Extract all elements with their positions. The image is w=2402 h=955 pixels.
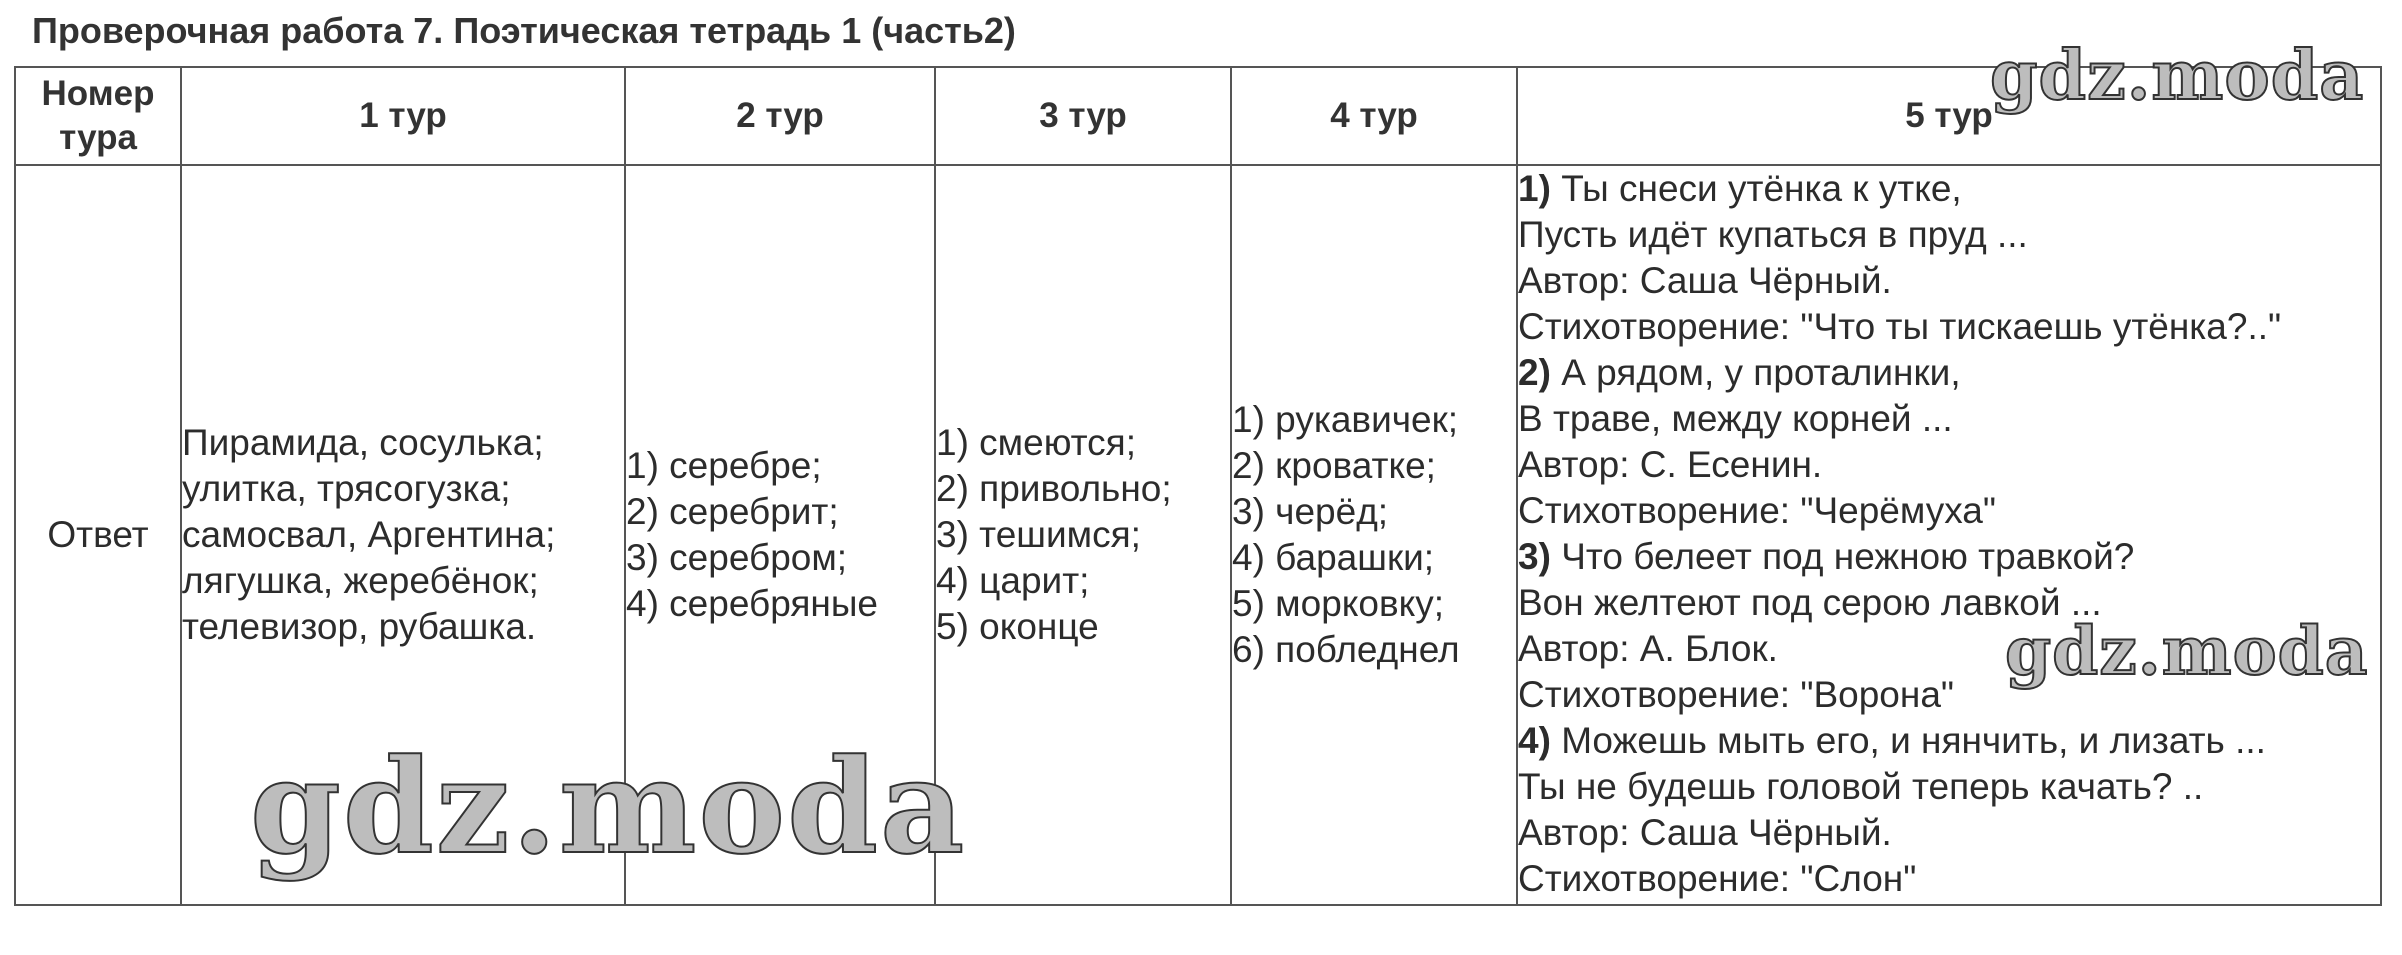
poem-number: 4) (1518, 720, 1551, 761)
poem-line (1518, 810, 2380, 856)
poem-text: В траве, между корней ... (1518, 398, 1953, 439)
answer-line: 2) серебрит; (626, 491, 839, 532)
answer-line: 4) серебряные (626, 583, 878, 624)
poem-text: Автор: Саша Чёрный. (1518, 260, 1892, 301)
answer-line: 3) черёд; (1232, 491, 1389, 532)
poem-line (1518, 718, 2380, 764)
poem-text: Что белеет под нежною травкой? (1561, 536, 2135, 577)
header-cell-tour-5: 5 тур (1517, 67, 2381, 165)
answer-line: лягушка, жеребёнок; (182, 560, 539, 601)
answer-line: 2) привольно; (936, 468, 1172, 509)
answer-line: самосвал, Аргентина; (182, 514, 556, 555)
poem-text: Автор: Саша Чёрный. (1518, 812, 1892, 853)
answer-line: 3) тешимся; (936, 514, 1141, 555)
tour-5-lines (1518, 166, 2380, 902)
poem-line (1518, 258, 2380, 304)
row-label: Ответ (15, 165, 181, 905)
tour-3-lines (936, 420, 1230, 650)
poem-line (1518, 350, 2380, 396)
answer-line: 1) рукавичек; (1232, 399, 1459, 440)
answer-line: 3) серебром; (626, 537, 848, 578)
answer-line: 5) морковку; (1232, 583, 1444, 624)
tour-3-cell (935, 165, 1231, 905)
poem-number: 3) (1518, 536, 1551, 577)
answer-line: 5) оконце (936, 606, 1099, 647)
tour-1-lines (182, 420, 624, 650)
header-cell-number: Номер тура (15, 67, 181, 165)
answer-line: 4) барашки; (1232, 537, 1435, 578)
poem-text: Автор: С. Есенин. (1518, 444, 1823, 485)
answer-line: 6) побледнел (1232, 629, 1460, 670)
answer-line: 1) серебре; (626, 445, 822, 486)
poem-text: Можешь мыть его, и нянчить, и лизать ... (1561, 720, 2266, 761)
header-cell-tour-4: 4 тур (1231, 67, 1517, 165)
poem-text: Автор: А. Блок. (1518, 628, 1778, 669)
poem-line (1518, 442, 2380, 488)
watermark-logo: gdz.moda (1990, 36, 2365, 116)
page-title: Проверочная работа 7. Поэтическая тетрадь 1 (часть2) (32, 10, 1016, 51)
tour-4-lines (1232, 397, 1516, 673)
poem-text: Стихотворение: "Ворона" (1518, 674, 1955, 715)
poem-number: 1) (1518, 168, 1551, 209)
header-cell-tour-1: 1 тур (181, 67, 625, 165)
poem-line (1518, 534, 2380, 580)
tour-2-lines (626, 443, 934, 627)
header-cell-tour-3: 3 тур (935, 67, 1231, 165)
poem-line (1518, 856, 2380, 902)
watermark-logo: gdz.moda (250, 730, 967, 883)
poem-text: Стихотворение: "Что ты тискаешь утёнка?.." (1518, 306, 2282, 347)
poem-text: А рядом, у проталинки, (1561, 352, 1961, 393)
answer-line: улитка, трясогузка; (182, 468, 511, 509)
answer-line: Пирамида, сосулька; (182, 422, 544, 463)
poem-line (1518, 166, 2380, 212)
header-cell-tour-2: 2 тур (625, 67, 935, 165)
poem-line (1518, 304, 2380, 350)
poem-text: Ты не будешь головой теперь качать? .. (1518, 766, 2204, 807)
tour-4-cell (1231, 165, 1517, 905)
poem-text: Вон желтеют под серою лавкой ... (1518, 582, 2102, 623)
poem-line (1518, 764, 2380, 810)
poem-line (1518, 396, 2380, 442)
poem-text: Ты снеси утёнка к утке, (1561, 168, 1962, 209)
poem-line (1518, 488, 2380, 534)
watermark-logo: gdz.moda (2005, 612, 2369, 690)
poem-number: 2) (1518, 352, 1551, 393)
poem-line (1518, 212, 2380, 258)
tour-5-cell (1517, 165, 2381, 905)
poem-text: Стихотворение: "Черёмуха" (1518, 490, 1997, 531)
poem-text: Стихотворение: "Слон" (1518, 858, 1917, 899)
answer-line: 2) кроватке; (1232, 445, 1436, 486)
answer-line: 4) царит; (936, 560, 1090, 601)
answer-line: 1) смеются; (936, 422, 1136, 463)
answer-line: телевизор, рубашка. (182, 606, 537, 647)
poem-text: Пусть идёт купаться в пруд ... (1518, 214, 2028, 255)
